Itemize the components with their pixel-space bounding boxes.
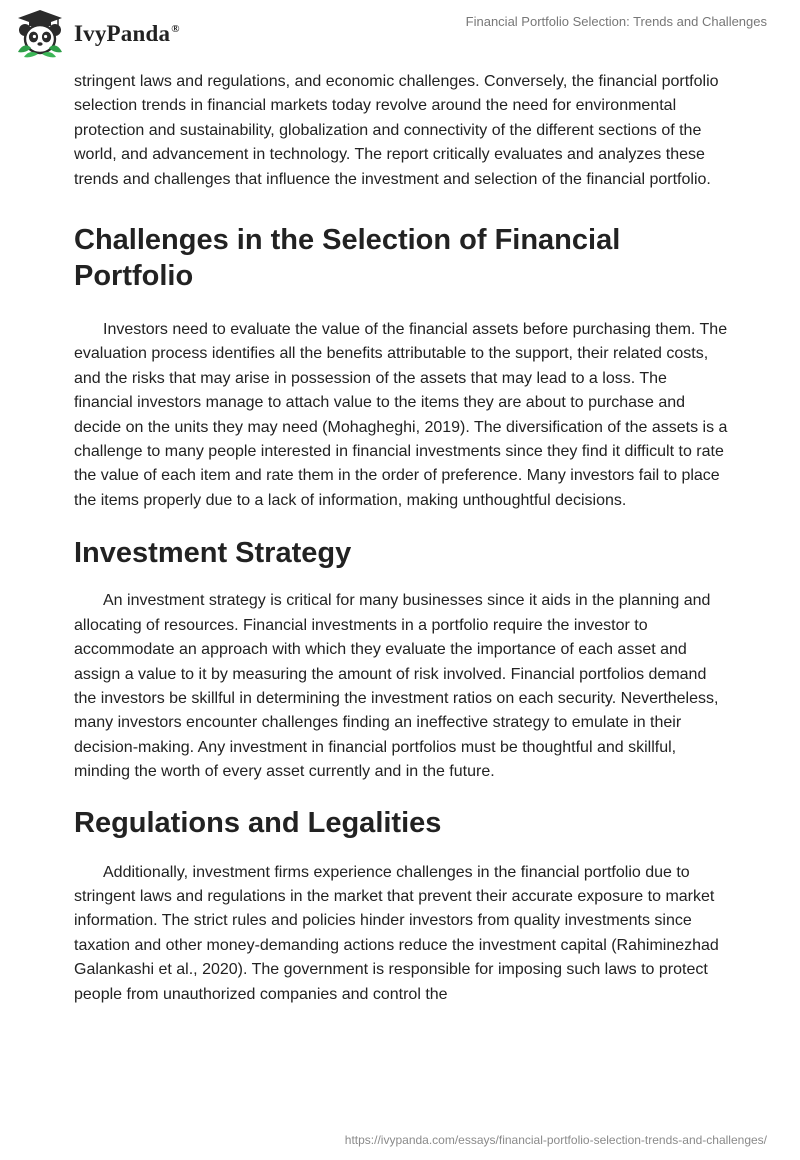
section-heading-investment-strategy: Investment Strategy bbox=[74, 537, 352, 570]
section-paragraph-investment-strategy: An investment strategy is critical for many businesses since it aids in the planning and allocating of resources. Financial investments in a portfolio require the investor to accommodate an approach with which they evaluate the importance of each asset and assign a value to it by measuring the amount of risk involved. Financial portfolios demand the investors be skillful in determining the investment ratios on each security. Nevertheless, many investors encounter challenges finding an ineffective strategy to emulate in their decision-making. Any investment in financial portfolios must be thoughtful and skillful, minding the worth of every asset currently and in the future. bbox=[74, 592, 719, 781]
source-url[interactable]: https://ivypanda.com/essays/financial-portfolio-selection-trends-and-challenges/ bbox=[344, 1133, 767, 1147]
section-heading-regulations: Regulations and Legalities bbox=[74, 806, 442, 839]
section-paragraph-regulations: Additionally, investment firms experience challenges in the financial portfolio due to stringent laws and regulations in the market that prevent their accurate exposure to market information. The strict rules and policies hinder investors from quality investments since taxation and other money-demanding actions reduce the investment capital (Rahiminezhad Galankashi et al., 2020). The government is responsible for imposing such laws to protect people from unauthorized companies and control the bbox=[74, 863, 719, 1003]
page-header bbox=[0, 0, 800, 66]
section-paragraph-challenges: Investors need to evaluate the value of the financial assets before purchasing them. The evaluation process identifies all the benefits attributable to the support, their related costs, and the risks that may arise in possession of the assets that may lead to a loss. The financial investors manage to attach value to the items they are about to purchase and decide on the units they may need (Mohagheghi, 2019). The diversification of the assets is a challenge to many people interested in financial investments since they find it difficult to rate the value of each item and rate them in the order of preference. Many investors fail to place the items properly due to a lack of information, making unthoughtful decisions. bbox=[74, 321, 728, 509]
running-title: Financial Portfolio Selection: Trends and Challenges bbox=[465, 14, 767, 29]
section-heading-challenges: Challenges in the Selection of Financial Portfolio bbox=[74, 224, 621, 293]
registered-mark: ® bbox=[171, 23, 180, 36]
intro-paragraph: stringent laws and regulations, and economic challenges. Conversely, the financial portfolio selection trends in financial markets today revolve around the need for environmental protection and sustainability, globalization and connectivity of the different sections of the world, and advancement in technology. The report critically evaluates and analyzes these trends and challenges that influence the investment and selection of the financial portfolio. bbox=[74, 73, 719, 188]
ivypanda-logo[interactable] bbox=[14, 8, 180, 58]
panda-graduate-icon bbox=[14, 8, 66, 58]
brand-name: IvyPanda® bbox=[74, 21, 180, 46]
essay-body bbox=[74, 70, 728, 1007]
